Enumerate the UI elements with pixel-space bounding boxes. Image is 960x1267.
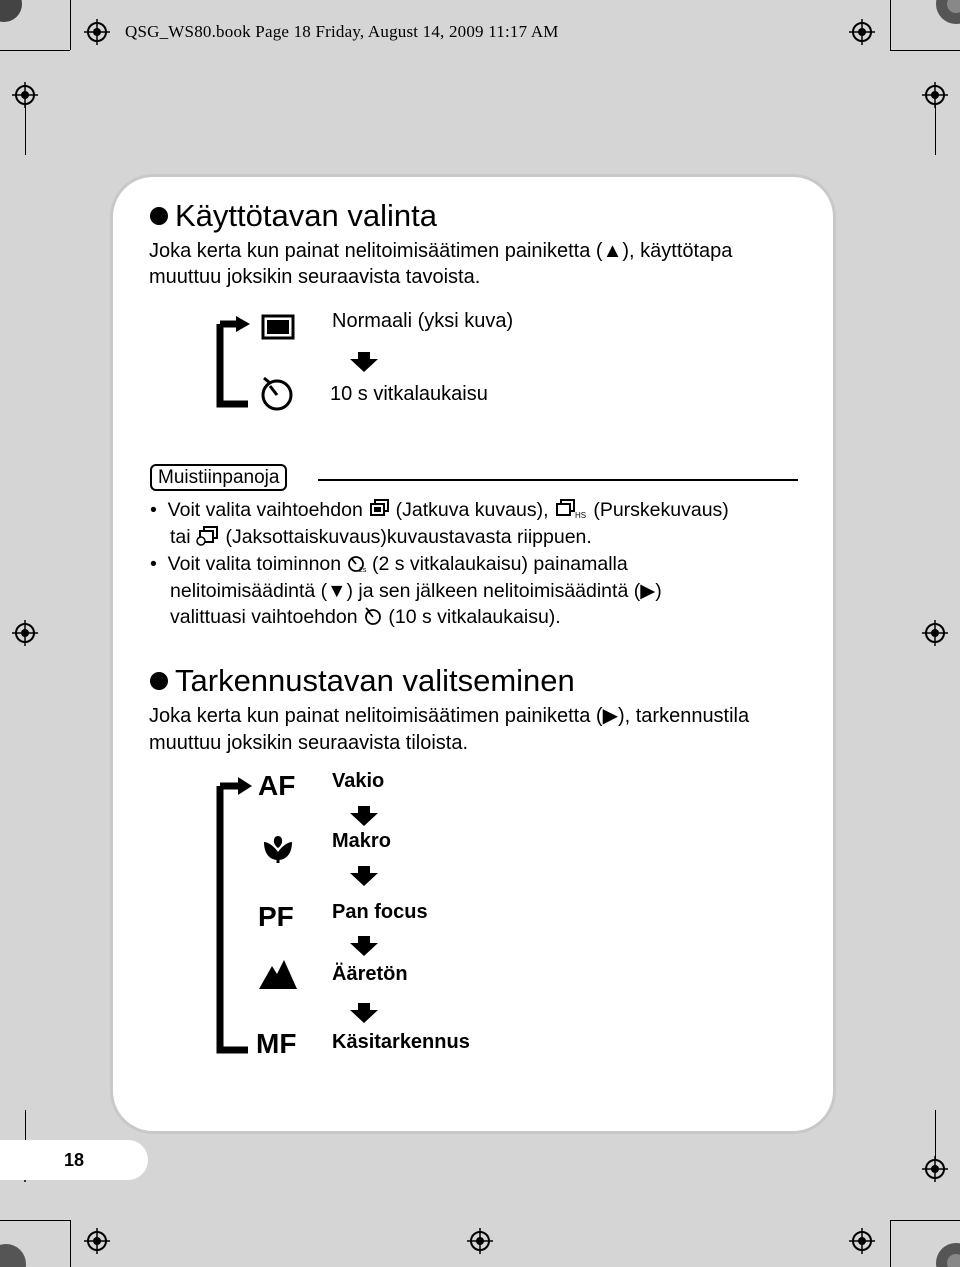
- crop-mark: [0, 50, 70, 51]
- notes-bullet1-line1: [150, 497, 729, 524]
- focus-infinity-label: Ääretön: [332, 963, 408, 985]
- arrow-down-icon: [350, 936, 378, 956]
- registration-mark-icon: [84, 19, 110, 45]
- macro-flower-icon: [260, 832, 296, 864]
- af-focus-icon: AF: [258, 770, 296, 801]
- notes-rule: [318, 479, 798, 481]
- section1-title: Käyttötavan valinta: [175, 198, 437, 233]
- text-fragment: tai: [170, 526, 191, 548]
- text-fragment: Voit valita vaihtoehdon: [167, 499, 363, 521]
- registration-mark-icon: [849, 1228, 875, 1254]
- focus-manual-label: Käsitarkennus: [332, 1031, 470, 1053]
- crop-mark: [0, 1220, 70, 1221]
- arrow-down-icon: [350, 352, 378, 372]
- text-fragment: (Jaksottaiskuvaus)kuvaustavasta riippuen.: [225, 526, 592, 548]
- section2-intro-line1: Joka kerta kun painat nelitoimisäätimen painiketta (▶), tarkennustila: [149, 705, 750, 727]
- section2-title: Tarkennustavan valitseminen: [175, 663, 575, 698]
- heading-bullet-icon: [150, 672, 168, 690]
- registration-mark-icon: [849, 19, 875, 45]
- registration-mark-icon: [922, 620, 948, 646]
- corner-starburst-icon: [0, 1238, 30, 1267]
- text-fragment: (Purskekuvaus): [593, 499, 729, 521]
- mf-focus-icon: MF: [256, 1028, 297, 1059]
- registration-mark-icon: [84, 1228, 110, 1254]
- arrow-down-icon: [350, 806, 378, 826]
- corner-starburst-icon: [0, 0, 24, 24]
- crop-mark: [935, 1110, 936, 1160]
- page-number: 18: [0, 1140, 148, 1180]
- corner-starburst-icon: [928, 1235, 960, 1267]
- svg-text:2s: 2s: [358, 567, 366, 573]
- svg-text:HS: HS: [574, 511, 587, 519]
- crop-mark: [25, 105, 26, 155]
- notes-heading: Muistiinpanoja: [150, 464, 287, 491]
- pf-focus-icon: PF: [258, 901, 294, 932]
- crop-mark: [70, 0, 71, 50]
- text-fragment: (Jatkuva kuvaus),: [395, 499, 549, 521]
- text-fragment: (10 s vitkalaukaisu).: [388, 606, 561, 628]
- book-header-line: QSG_WS80.book Page 18 Friday, August 14, 2009 11:17 AM: [125, 22, 559, 41]
- cycle-bracket-icon: [212, 772, 256, 1057]
- self-timer-icon: [363, 606, 383, 626]
- section1-intro-line2: muuttuu joksikin seuraavista tavoista.: [149, 266, 481, 288]
- arrow-down-icon: [350, 1003, 378, 1023]
- notes-bullet2-line1: [150, 551, 628, 578]
- notes-bullet2-line3: [170, 604, 561, 631]
- two-second-timer-icon: [347, 553, 367, 573]
- focus-standard-label: Vakio: [332, 770, 385, 792]
- section1-intro-line1: Joka kerta kun painat nelitoimisäätimen painiketta (▲), käyttötapa: [149, 240, 733, 262]
- continuous-shooting-icon: [368, 499, 390, 519]
- burst-shooting-icon: [554, 499, 588, 519]
- section2-intro-line2: muuttuu joksikin seuraavista tiloista.: [149, 732, 469, 754]
- registration-mark-icon: [12, 620, 38, 646]
- section1-heading: [150, 198, 437, 234]
- single-frame-icon: [261, 314, 295, 340]
- crop-mark: [70, 1220, 71, 1267]
- notes-bullet1-line2: [170, 524, 592, 551]
- text-fragment: (2 s vitkalaukaisu) painamalla: [371, 553, 628, 575]
- bullet-dot: •: [150, 553, 168, 575]
- heading-bullet-icon: [150, 207, 168, 225]
- arrow-down-icon: [350, 866, 378, 886]
- mode-normal-label: Normaali (yksi kuva): [332, 310, 514, 332]
- text-fragment: valittuasi vaihtoehdon: [170, 606, 358, 628]
- mode-selftimer-label: 10 s vitkalaukaisu: [330, 383, 488, 405]
- self-timer-icon: [258, 374, 296, 412]
- crop-mark: [890, 1220, 960, 1221]
- registration-mark-icon: [467, 1228, 493, 1254]
- focus-macro-label: Makro: [332, 830, 391, 852]
- notes-bullet2-line2: nelitoimisäädintä (▼) ja sen jälkeen nelitoimisäädintä (▶): [170, 580, 662, 602]
- bullet-dot: •: [150, 499, 168, 521]
- corner-starburst-icon: [928, 0, 960, 32]
- mountain-infinity-icon: [258, 956, 298, 990]
- text-fragment: Voit valita toiminnon: [167, 553, 342, 575]
- crop-mark: [890, 1220, 891, 1267]
- crop-mark: [935, 105, 936, 155]
- focus-panfocus-label: Pan focus: [332, 901, 428, 923]
- interval-shooting-icon: [196, 526, 220, 546]
- crop-mark: [890, 0, 891, 50]
- crop-mark: [890, 50, 960, 51]
- cycle-bracket-icon: [212, 312, 254, 410]
- section2-heading: [150, 663, 575, 699]
